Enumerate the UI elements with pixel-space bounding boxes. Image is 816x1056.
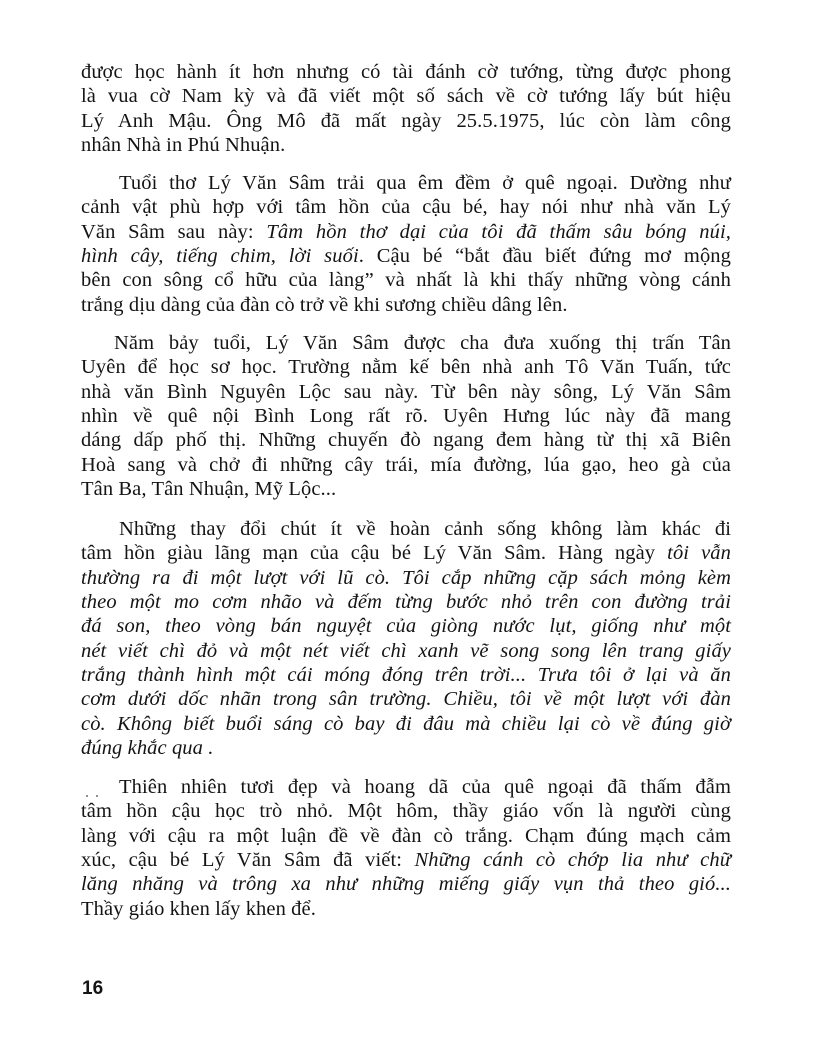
scan-speck: [86, 795, 88, 797]
italic-quote-text: cơm dưới dốc nhãn trong sân trường. Chiều, tôi về một lượt với đàn: [81, 688, 731, 711]
text-line: [81, 220, 731, 244]
text-line: [81, 133, 731, 157]
body-text: Những thay đổi chút ít về hoàn cảnh sống không làm khác đi: [119, 518, 731, 540]
body-text: Tuổi thơ Lý Văn Sâm trải qua êm đềm ở quê ngoại. Dường như: [119, 172, 731, 194]
body-text: nhân Nhà in Phú Nhuận.: [81, 134, 286, 157]
text-line: [81, 60, 731, 84]
italic-quote-text: đúng khắc qua .: [81, 737, 214, 760]
body-text: dáng dấp phố thị. Những chuyến đò ngang đem hàng từ thị xã Biên: [81, 429, 731, 452]
text-line: [119, 775, 731, 799]
text-line: [81, 453, 731, 477]
text-line: [81, 614, 731, 638]
italic-quote-text: hình cây, tiếng chim, lời suối: [81, 245, 359, 268]
text-line: [81, 244, 731, 268]
italic-quote-text: theo một mo cơm nhão và đếm từng bước nhỏ trên con đường trải: [81, 591, 731, 614]
body-text: trắng dịu dàng của đàn cò trở về khi sương chiều dâng lên.: [81, 293, 568, 316]
scan-speck: [96, 795, 98, 797]
text-line: [81, 872, 731, 896]
italic-quote-text: lăng nhăng và trông xa như những miếng giấy vụn thả theo gió...: [81, 873, 731, 896]
text-line: [81, 566, 731, 590]
text-line: [81, 293, 731, 317]
text-line: [81, 824, 731, 848]
body-text: Lý Anh Mậu. Ông Mô đã mất ngày 25.5.1975, lúc còn làm công: [81, 109, 731, 132]
body-text: tâm hồn cậu học trò nhỏ. Một hôm, thầy giáo vốn là người cùng: [81, 800, 731, 823]
body-text: cảnh vật phù hợp với tâm hồn của cậu bé, hay nói như nhà văn Lý: [81, 196, 731, 219]
italic-quote-text: tôi vẫn: [667, 542, 731, 565]
text-line: [81, 380, 731, 404]
body-text: Văn Sâm sau này:: [81, 220, 267, 243]
body-text: Uyên để học sơ học. Trường nằm kế bên nhà anh Tô Văn Tuấn, tức: [81, 356, 731, 379]
text-line: [81, 639, 731, 663]
text-line: [81, 848, 731, 872]
text-line: [81, 897, 731, 921]
text-line: [81, 590, 731, 614]
italic-quote-text: cò. Không biết buổi sáng cò bay đi đâu mà chiều lại cò về đúng giờ: [81, 712, 731, 735]
text-line: [81, 109, 731, 133]
italic-quote-text: Tâm hồn thơ dại của tôi đã thấm sâu bóng núi,: [266, 220, 731, 243]
italic-quote-text: thường ra đi một lượt với lũ cò. Tôi cắp những cặp sách mỏng kèm: [81, 566, 731, 589]
text-line: [81, 736, 731, 760]
page-number: 16: [82, 978, 104, 999]
body-text: Hoà sang và chở đi những cây trái, mía đường, lúa gạo, heo gà của: [81, 453, 731, 476]
body-text: là vua cờ Nam kỳ và đã viết một số sách về cờ tướng lấy bút hiệu: [81, 85, 731, 108]
text-line: [81, 799, 731, 823]
text-line: [81, 477, 731, 501]
body-text: xúc, cậu bé Lý Văn Sâm đã viết:: [81, 849, 415, 872]
body-text: Thầy giáo khen lấy khen để.: [81, 897, 316, 920]
body-text: Thiên nhiên tươi đẹp và hoang dã của quê ngoại đã thấm đẫm: [119, 776, 731, 798]
body-text: nhìn về quê nội Bình Long rất rõ. Uyên Hưng lúc này đã mang: [81, 405, 731, 428]
body-text: Tân Ba, Tân Nhuận, Mỹ Lộc...: [81, 478, 337, 501]
italic-quote-text: Những cánh cò chớp lia như chữ: [414, 849, 731, 872]
text-line: [81, 84, 731, 108]
body-text: làng với cậu ra một luận đề về đàn cò trắng. Chạm đúng mạch cảm: [81, 824, 731, 847]
text-line: [114, 331, 731, 355]
italic-quote-text: nét viết chì đỏ và một nét viết chì xanh vẽ song song lên trang giấy: [81, 639, 731, 662]
text-line: [81, 712, 731, 736]
body-text: nhà văn Bình Nguyên Lộc sau này. Từ bên này sông, Lý Văn Sâm: [81, 380, 731, 403]
body-text: được học hành ít hơn nhưng có tài đánh cờ tướng, từng được phong: [81, 61, 731, 83]
body-text: . Cậu bé “bắt đầu biết đứng mơ mộng: [358, 245, 731, 268]
text-line: [81, 663, 731, 687]
body-text: tâm hồn giàu lãng mạn của cậu bé Lý Văn Sâm. Hàng ngày: [81, 542, 668, 565]
text-line: [119, 517, 731, 541]
text-line: [81, 355, 731, 379]
text-line: [81, 195, 731, 219]
text-line: [81, 404, 731, 428]
body-text: bên con sông cổ hữu của làng” và nhất là khi thấy những vòng cánh: [81, 269, 731, 292]
text-line: [119, 171, 731, 195]
text-line: [81, 687, 731, 711]
text-line: [81, 428, 731, 452]
text-line: [81, 541, 731, 565]
italic-quote-text: trắng thành hình một cái móng đóng trên trời... Trưa tôi ở lại và ăn: [81, 664, 731, 687]
text-line: [81, 268, 731, 292]
body-text: Năm bảy tuổi, Lý Văn Sâm được cha đưa xuống thị trấn Tân: [114, 332, 731, 354]
italic-quote-text: đá son, theo vòng bán nguyệt của giòng nước lụt, giống như một: [81, 615, 731, 638]
